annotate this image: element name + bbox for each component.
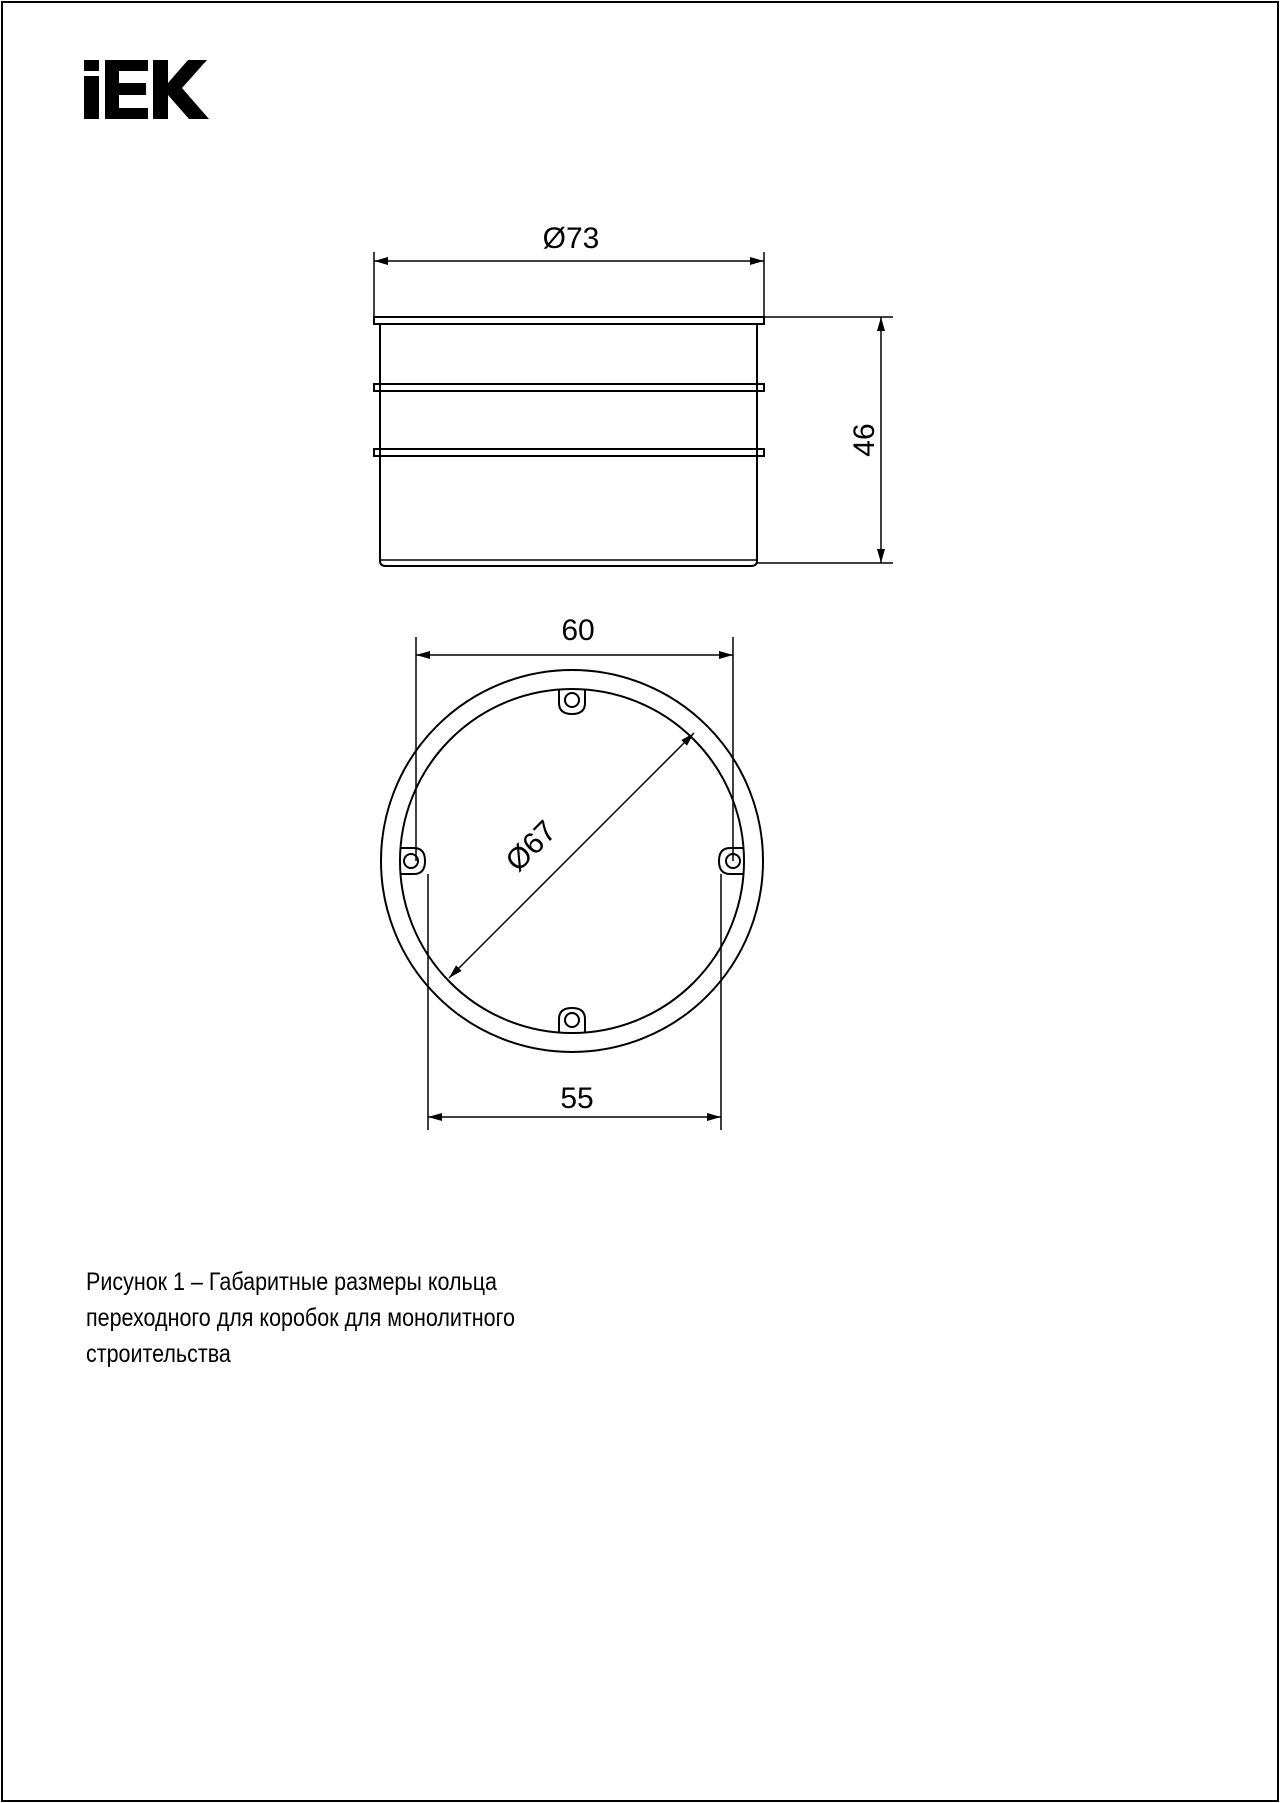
dim-top-diameter [374,252,764,317]
side-view [374,317,764,566]
top-view [381,670,763,1052]
dim-inner-diameter-label: Ø67 [499,814,564,879]
side-rib-2 [374,449,764,456]
outer-ring [381,670,763,1052]
dim-inner-diameter-line [449,733,694,978]
caption-line-2: переходного для коробок для монолитного [86,1304,515,1332]
figure-caption [86,1264,636,1372]
screw-lug-top [559,689,585,714]
dim-inner-width-label: 55 [560,1082,594,1115]
screw-lug-bottom [559,1008,585,1033]
caption-line-3: строительства [86,1340,231,1368]
screw-lug-left [400,848,425,874]
screw-lug-right [719,848,744,874]
side-rib-1 [374,384,764,391]
inner-ring [400,689,744,1033]
side-top-flange [374,317,764,324]
dim-top-diameter-label: Ø73 [542,222,600,255]
dim-height-label: 46 [848,423,881,457]
caption-line-1: Рисунок 1 – Габаритные размеры кольца [86,1268,497,1296]
dim-outer-width-label: 60 [561,614,595,647]
side-body-outline [380,324,757,566]
